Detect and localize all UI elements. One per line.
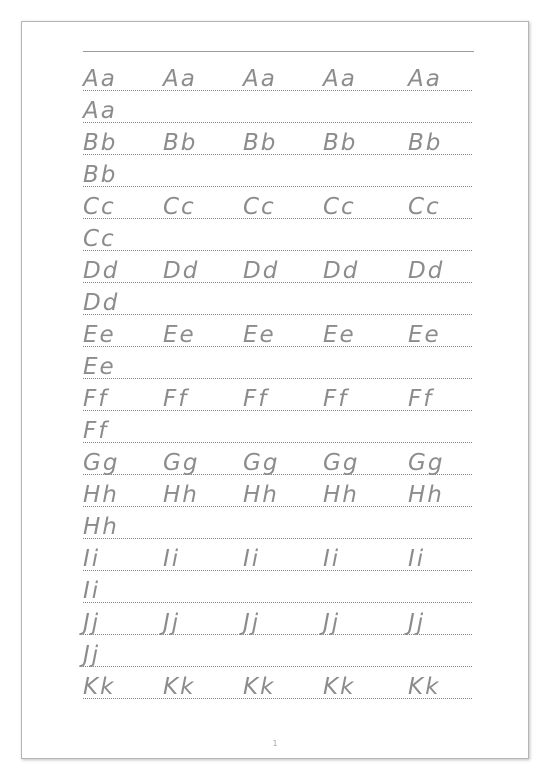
letter-pair: Ff [163, 386, 189, 412]
letter-pair: Ii [243, 546, 261, 572]
practice-line [83, 291, 472, 323]
page-number: 1 [272, 739, 278, 748]
letter-pair: Jj [243, 610, 261, 636]
letter-pair: Jj [163, 610, 181, 636]
letter-pair: Bb [243, 130, 278, 156]
letter-pair: Kk [323, 674, 356, 700]
letter-pair: Cc [243, 194, 276, 220]
letter-pair: Aa [163, 66, 197, 92]
letter-pair: Cc [83, 226, 116, 252]
practice-line [83, 451, 472, 483]
practice-line [83, 227, 472, 259]
letter-pair: Dd [323, 258, 360, 284]
practice-line [83, 99, 472, 131]
practice-line [83, 131, 472, 163]
baseline-rule [83, 250, 472, 251]
letter-pair: Ee [83, 322, 116, 348]
letter-pair: Jj [83, 642, 101, 668]
letter-pair: Jj [83, 610, 101, 636]
letter-pair: Ee [408, 322, 441, 348]
letter-pair: Bb [323, 130, 358, 156]
letter-pair: Gg [323, 450, 360, 476]
letter-pair: Hh [408, 482, 444, 508]
letter-pair: Gg [163, 450, 200, 476]
baseline-rule [83, 442, 472, 443]
letter-pair: Kk [243, 674, 276, 700]
letter-pair: Ff [83, 418, 109, 444]
letter-pair: Ee [323, 322, 356, 348]
letter-pair: Gg [243, 450, 280, 476]
practice-line [83, 323, 472, 355]
letter-pair: Bb [163, 130, 198, 156]
baseline-rule [83, 378, 472, 379]
letter-pair: Kk [408, 674, 441, 700]
practice-line [83, 259, 472, 291]
letter-pair: Hh [83, 514, 119, 540]
letter-pair: Aa [323, 66, 357, 92]
letter-pair: Ii [323, 546, 341, 572]
practice-line [83, 643, 472, 675]
letter-pair: Ii [83, 546, 101, 572]
letter-pair: Dd [243, 258, 280, 284]
practice-line [83, 387, 472, 419]
practice-line [83, 355, 472, 387]
letter-pair: Kk [83, 674, 116, 700]
letter-pair: Hh [243, 482, 279, 508]
letter-pair: Jj [323, 610, 341, 636]
baseline-rule [83, 538, 472, 539]
letter-pair: Cc [83, 194, 116, 220]
baseline-rule [83, 122, 472, 123]
practice-line [83, 195, 472, 227]
letter-pair: Kk [163, 674, 196, 700]
letter-pair: Dd [163, 258, 200, 284]
practice-line [83, 67, 472, 99]
letter-pair: Dd [83, 290, 120, 316]
letter-pair: Ff [408, 386, 434, 412]
practice-line [83, 579, 472, 611]
letter-pair: Ee [163, 322, 196, 348]
letter-pair: Aa [408, 66, 442, 92]
letter-pair: Jj [408, 610, 426, 636]
practice-line [83, 675, 472, 707]
practice-line [83, 483, 472, 515]
baseline-rule [83, 314, 472, 315]
letter-pair: Cc [323, 194, 356, 220]
baseline-rule [83, 602, 472, 603]
letter-pair: Bb [408, 130, 443, 156]
practice-line [83, 163, 472, 195]
letter-pair: Hh [83, 482, 119, 508]
baseline-rule [83, 186, 472, 187]
letter-pair: Hh [163, 482, 199, 508]
letter-pair: Gg [408, 450, 445, 476]
letter-pair: Ff [243, 386, 269, 412]
baseline-rule [83, 666, 472, 667]
practice-line [83, 419, 472, 451]
letter-pair: Cc [408, 194, 441, 220]
letter-pair: Ii [83, 578, 101, 604]
letter-pair: Ff [323, 386, 349, 412]
letter-pair: Dd [83, 258, 120, 284]
letter-pair: Dd [408, 258, 445, 284]
letter-pair: Ee [243, 322, 276, 348]
practice-line [83, 515, 472, 547]
document-page [21, 21, 529, 759]
letter-pair: Gg [83, 450, 120, 476]
letter-pair: Aa [83, 98, 117, 124]
top-rule [83, 51, 474, 52]
letter-pair: Ff [83, 386, 109, 412]
letter-pair: Bb [83, 130, 118, 156]
practice-line [83, 547, 472, 579]
letter-pair: Aa [83, 66, 117, 92]
letter-pair: Ii [163, 546, 181, 572]
practice-line [83, 611, 472, 643]
letter-pair: Hh [323, 482, 359, 508]
letter-pair: Bb [83, 162, 118, 188]
letter-pair: Ii [408, 546, 426, 572]
letter-pair: Ee [83, 354, 116, 380]
letter-pair: Aa [243, 66, 277, 92]
letter-pair: Cc [163, 194, 196, 220]
